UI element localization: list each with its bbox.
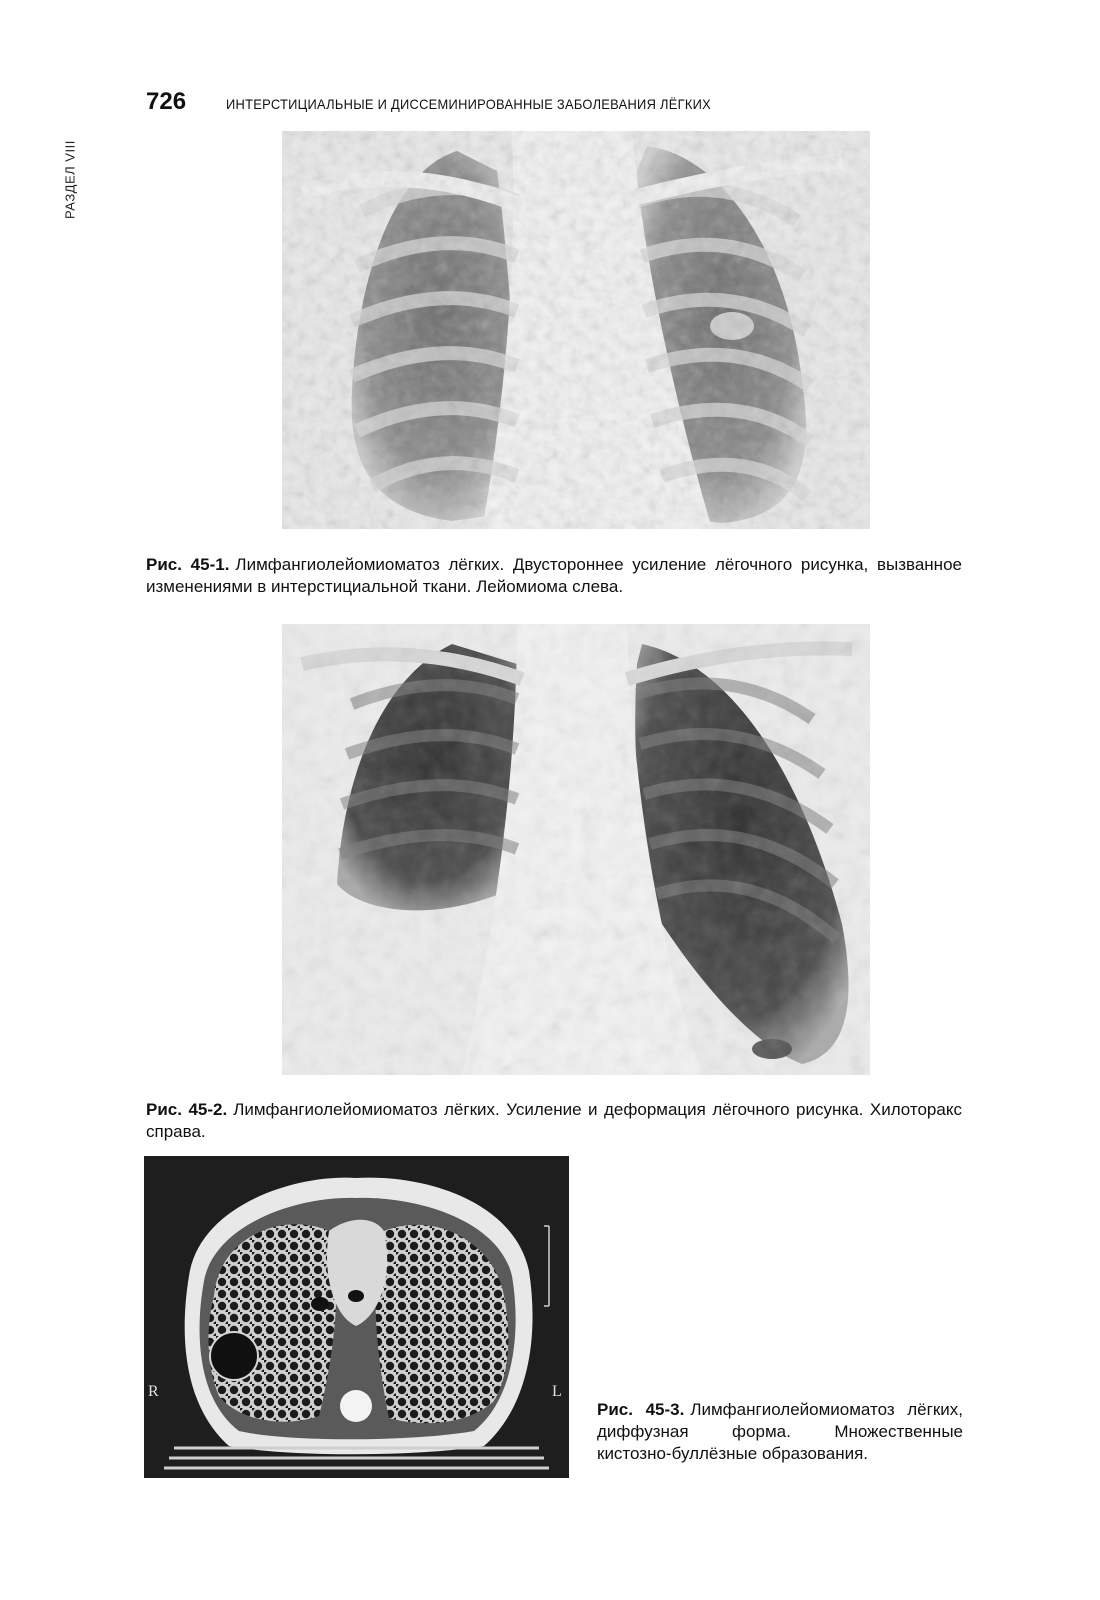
- running-title: ИНТЕРСТИЦИАЛЬНЫЕ И ДИССЕМИНИРОВАННЫЕ ЗАБОЛЕВАНИЯ ЛЁГКИХ: [226, 96, 712, 112]
- figure-45-1-caption: [146, 554, 962, 598]
- figure-45-3-text: Лимфангиолейомиоматоз лёгких, диффузная форма. Множественные кистозно-буллёзные образования.: [597, 1400, 963, 1463]
- page-header: [146, 88, 753, 118]
- figure-45-1-label: Рис. 45-1.: [146, 555, 230, 574]
- figure-45-3-ct: [144, 1156, 569, 1478]
- chest-xray-image-1: [282, 131, 870, 529]
- figure-45-2-label: Рис. 45-2.: [146, 1100, 228, 1119]
- ct-marker-left: L: [552, 1383, 562, 1400]
- figure-45-2-text: Лимфангиолейомиоматоз лёгких. Усиление и деформация лёгочного рисунка. Хилоторакс справа.: [146, 1100, 962, 1141]
- chest-xray-image-2: [282, 624, 870, 1075]
- figure-45-3-caption: [597, 1399, 963, 1465]
- figure-45-2-caption: [146, 1099, 962, 1143]
- ct-scan-image: [144, 1156, 569, 1478]
- figure-45-2-xray: [282, 624, 870, 1075]
- figure-45-1-xray: [282, 131, 870, 529]
- figure-45-3-label: Рис. 45-3.: [597, 1400, 685, 1419]
- ct-marker-right: R: [148, 1383, 159, 1400]
- page-number: 726: [146, 88, 187, 115]
- figure-45-1-text: Лимфангиолейомиоматоз лёгких. Двустороннее усиление лёгочного рисунка, вызванное изменениями в интерстициальной ткани. Лейомиома слева.: [146, 555, 962, 596]
- section-side-label: РАЗДЕЛ VIII: [62, 140, 78, 220]
